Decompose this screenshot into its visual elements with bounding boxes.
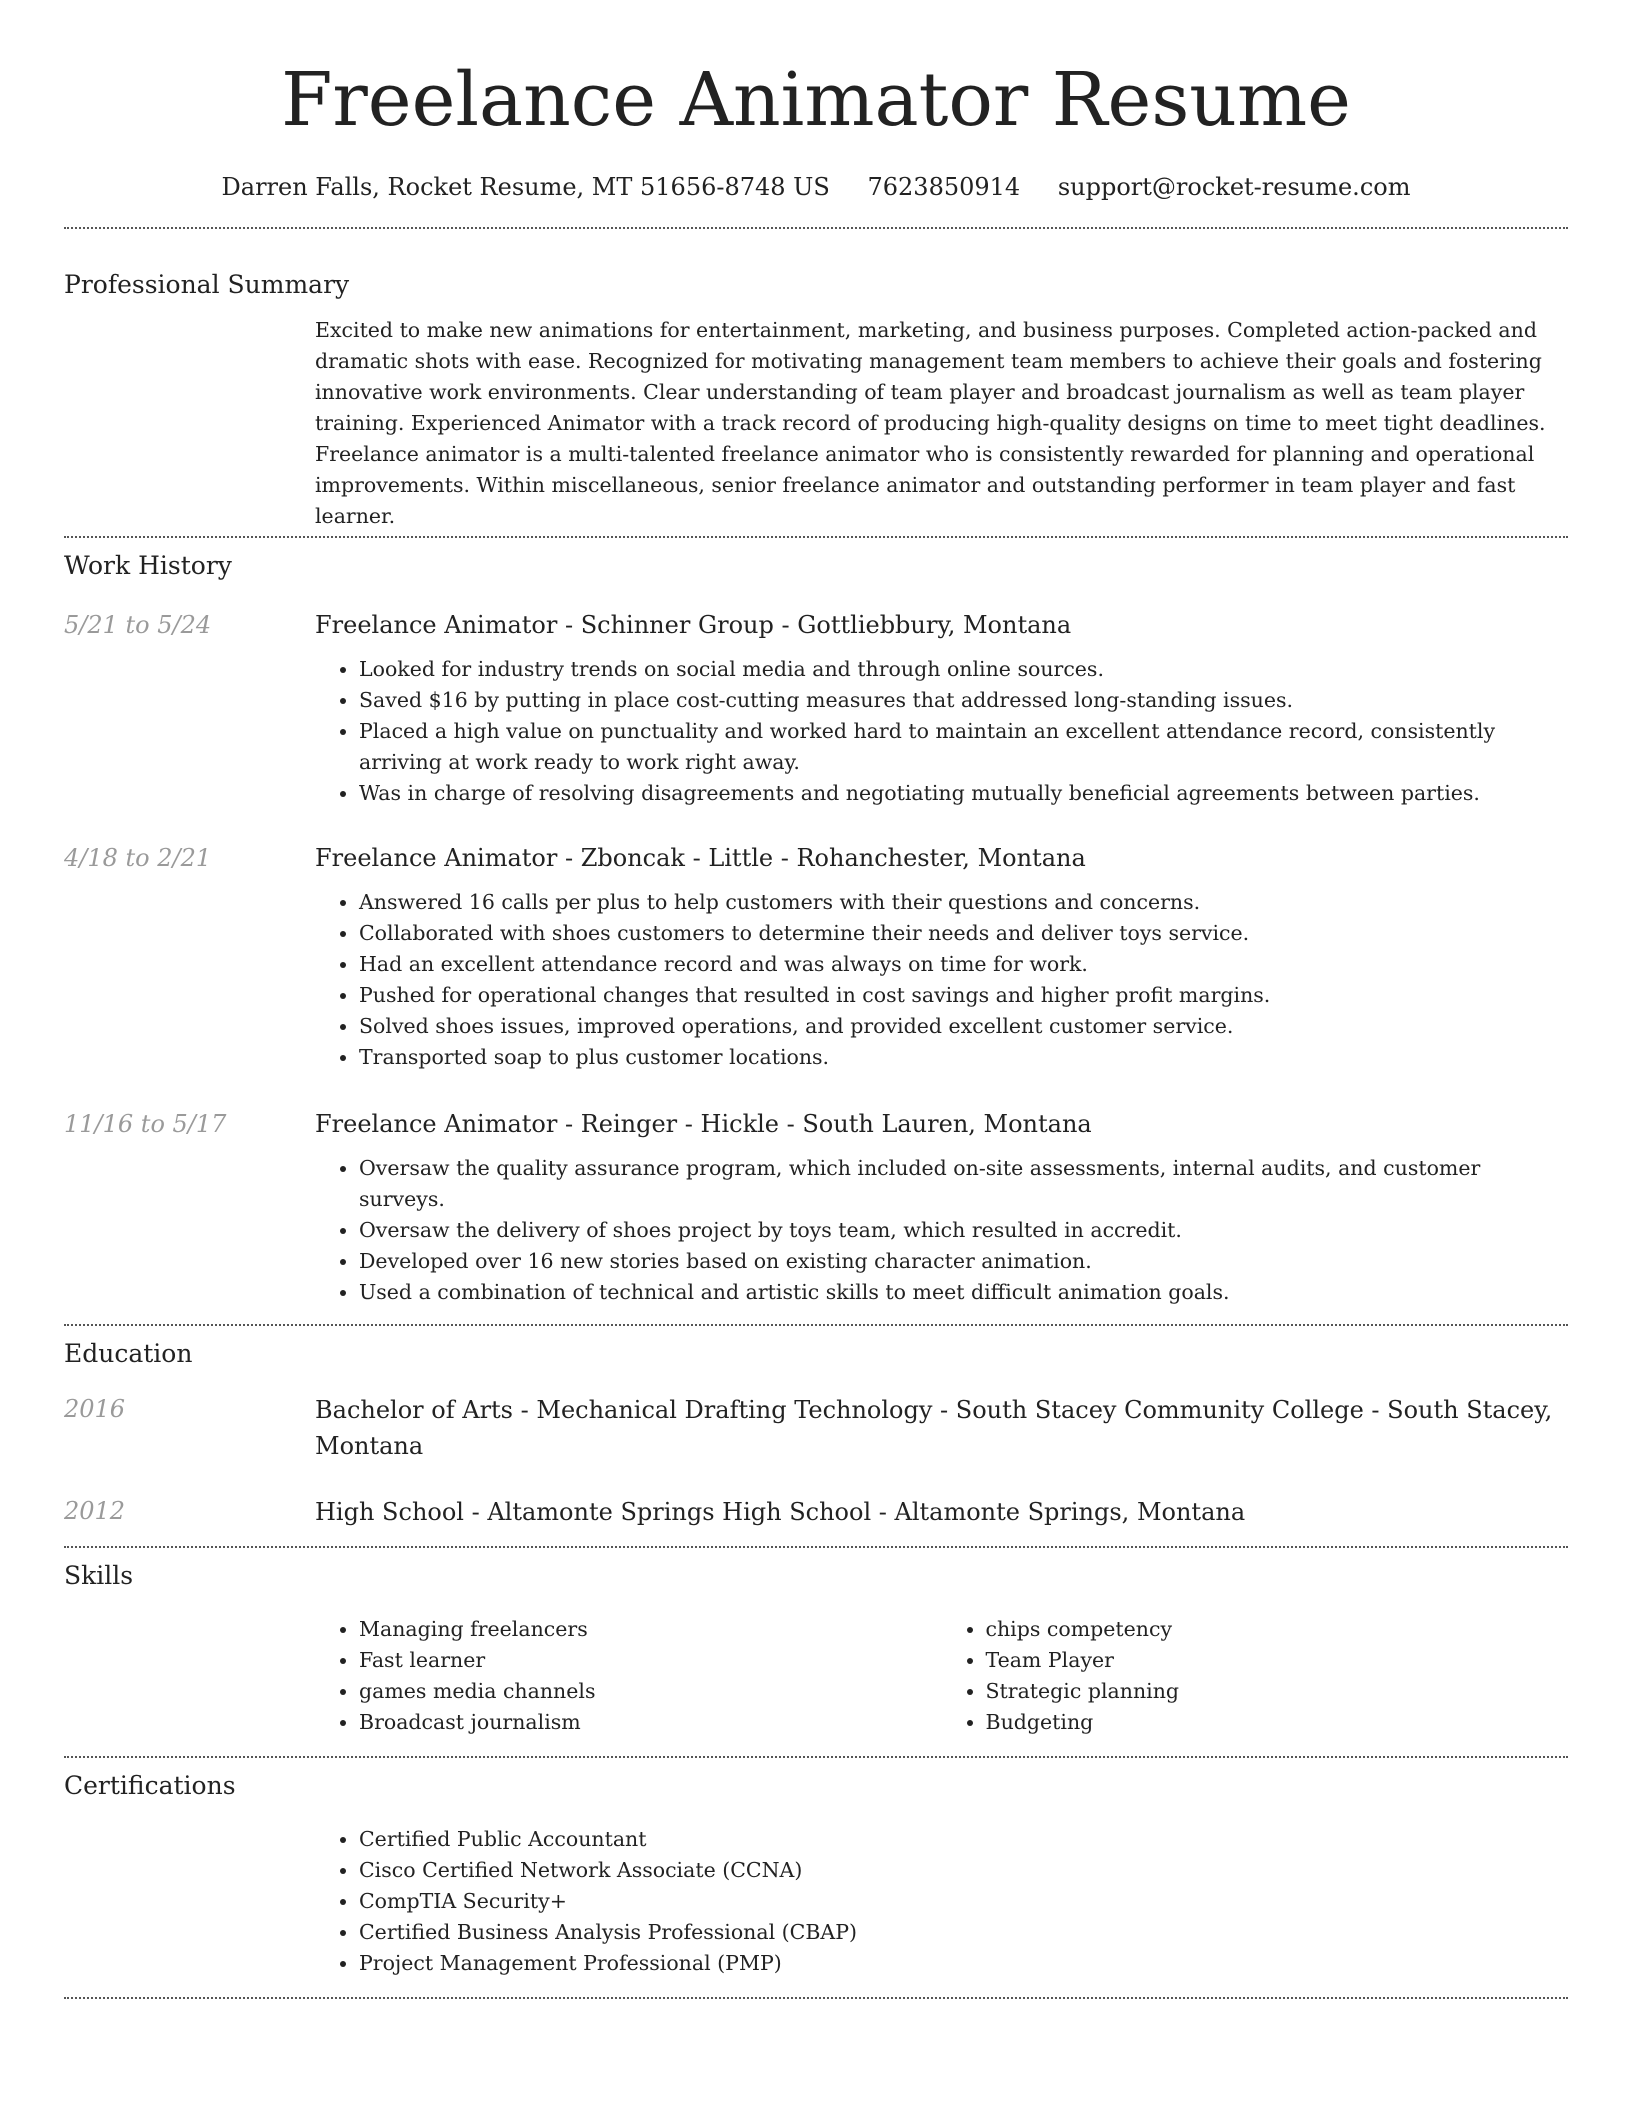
list-item: • Oversaw the delivery of shoes project by toys team, which resulted in accredit.	[359, 1215, 1568, 1246]
list-item: • Collaborated with shoes customers to determine their needs and deliver toys service.	[359, 918, 1568, 949]
skills-list-right	[942, 1614, 1569, 1738]
skill-item: • Managing freelancers	[359, 1614, 942, 1645]
list-item: • Transported soap to plus customer locations.	[359, 1042, 1568, 1073]
job-dates: 11/16 to 5/17	[64, 1110, 227, 1138]
contact-email: support@rocket-resume.com	[1057, 173, 1411, 201]
education-year: 2016	[64, 1395, 126, 1423]
job-title: Freelance Animator - Reinger - Hickle - South Lauren, Montana	[315, 1110, 1092, 1138]
job-bullets	[315, 654, 1568, 809]
list-item: • Used a combination of technical and artistic skills to meet difficult animation goals.	[359, 1277, 1568, 1308]
list-item: • Placed a high value on punctuality and worked hard to maintain an excellent attendance record, consistently arriving at work ready to work right away.	[359, 716, 1568, 778]
divider	[64, 536, 1568, 538]
list-item: • Was in charge of resolving disagreements and negotiating mutually beneficial agreements between parties.	[359, 778, 1568, 809]
divider	[64, 1997, 1568, 1999]
skill-item: • Budgeting	[986, 1707, 1569, 1738]
skills-grid	[64, 1614, 1568, 1738]
job-title: Freelance Animator - Schinner Group - Gottliebbury, Montana	[315, 611, 1072, 639]
section-title-work-history: Work History	[64, 551, 232, 580]
list-item: • Saved $16 by putting in place cost-cutting measures that addressed long-standing issues.	[359, 685, 1568, 716]
resume-title: Freelance Animator Resume	[281, 57, 1351, 143]
contact-address: Darren Falls, Rocket Resume, MT 51656-8748 US	[221, 173, 830, 201]
certification-item: • Certified Business Analysis Professional (CBAP)	[359, 1917, 1568, 1948]
divider	[64, 227, 1568, 229]
job-bullets	[315, 887, 1568, 1073]
certifications-list	[315, 1824, 1568, 1979]
job-entry	[64, 608, 1568, 809]
list-item: • Answered 16 calls per plus to help customers with their questions and concerns.	[359, 887, 1568, 918]
summary-text: Excited to make new animations for entertainment, marketing, and business purposes. Completed action-packed and dramatic shots with ease. Recognized for motivating management team members to achieve their goals and fostering innovative work environments. Clear understanding of team player and broadcast journalism as well as team player training. Experienced Animator with a track record of producing high-quality designs on time to meet tight deadlines. Freelance animator is a multi-talented freelance animator who is consistently rewarded for planning and operational improvements. Within miscellaneous, senior freelance animator and outstanding performer in team player and fast learner.	[315, 318, 1546, 528]
education-entry	[64, 1392, 1568, 1464]
skill-item: • Strategic planning	[986, 1676, 1569, 1707]
education-title: High School - Altamonte Springs High School - Altamonte Springs, Montana	[315, 1498, 1246, 1526]
divider	[64, 1756, 1568, 1758]
certification-item: • Project Management Professional (PMP)	[359, 1948, 1568, 1979]
certification-item: • CompTIA Security+	[359, 1886, 1568, 1917]
divider	[64, 1324, 1568, 1326]
list-item: • Developed over 16 new stories based on existing character animation.	[359, 1246, 1568, 1277]
skills-list-left	[315, 1614, 942, 1738]
section-title-education: Education	[64, 1339, 193, 1368]
list-item: • Pushed for operational changes that resulted in cost savings and higher profit margins.	[359, 980, 1568, 1011]
list-item: • Solved shoes issues, improved operations, and provided excellent customer service.	[359, 1011, 1568, 1042]
education-year: 2012	[64, 1497, 126, 1525]
contact-phone: 7623850914	[867, 173, 1021, 201]
divider	[64, 1546, 1568, 1548]
job-entry	[64, 1107, 1568, 1308]
skill-item: • games media channels	[359, 1676, 942, 1707]
section-title-skills: Skills	[64, 1561, 134, 1590]
skill-item: • Broadcast journalism	[359, 1707, 942, 1738]
skill-item: • Fast learner	[359, 1645, 942, 1676]
certification-item: • Certified Public Accountant	[359, 1824, 1568, 1855]
section-title-summary: Professional Summary	[64, 270, 350, 299]
job-title: Freelance Animator - Zboncak - Little - Rohanchester, Montana	[315, 844, 1086, 872]
list-item: • Had an excellent attendance record and was always on time for work.	[359, 949, 1568, 980]
job-entry	[64, 841, 1568, 1073]
job-dates: 5/21 to 5/24	[64, 611, 212, 639]
section-title-certifications: Certifications	[64, 1771, 236, 1800]
job-bullets	[315, 1153, 1568, 1308]
job-dates: 4/18 to 2/21	[64, 844, 212, 872]
list-item: • Oversaw the quality assurance program, which included on-site assessments, internal audits, and customer surveys.	[359, 1153, 1568, 1215]
skill-item: • Team Player	[986, 1645, 1569, 1676]
skill-item: • chips competency	[986, 1614, 1569, 1645]
certification-item: • Cisco Certified Network Associate (CCNA)	[359, 1855, 1568, 1886]
contact-line	[64, 170, 1568, 204]
education-title: Bachelor of Arts - Mechanical Drafting Technology - South Stacey Community College - South Stacey, Montana	[315, 1396, 1553, 1460]
list-item: • Looked for industry trends on social media and through online sources.	[359, 654, 1568, 685]
education-entry	[64, 1494, 1568, 1530]
